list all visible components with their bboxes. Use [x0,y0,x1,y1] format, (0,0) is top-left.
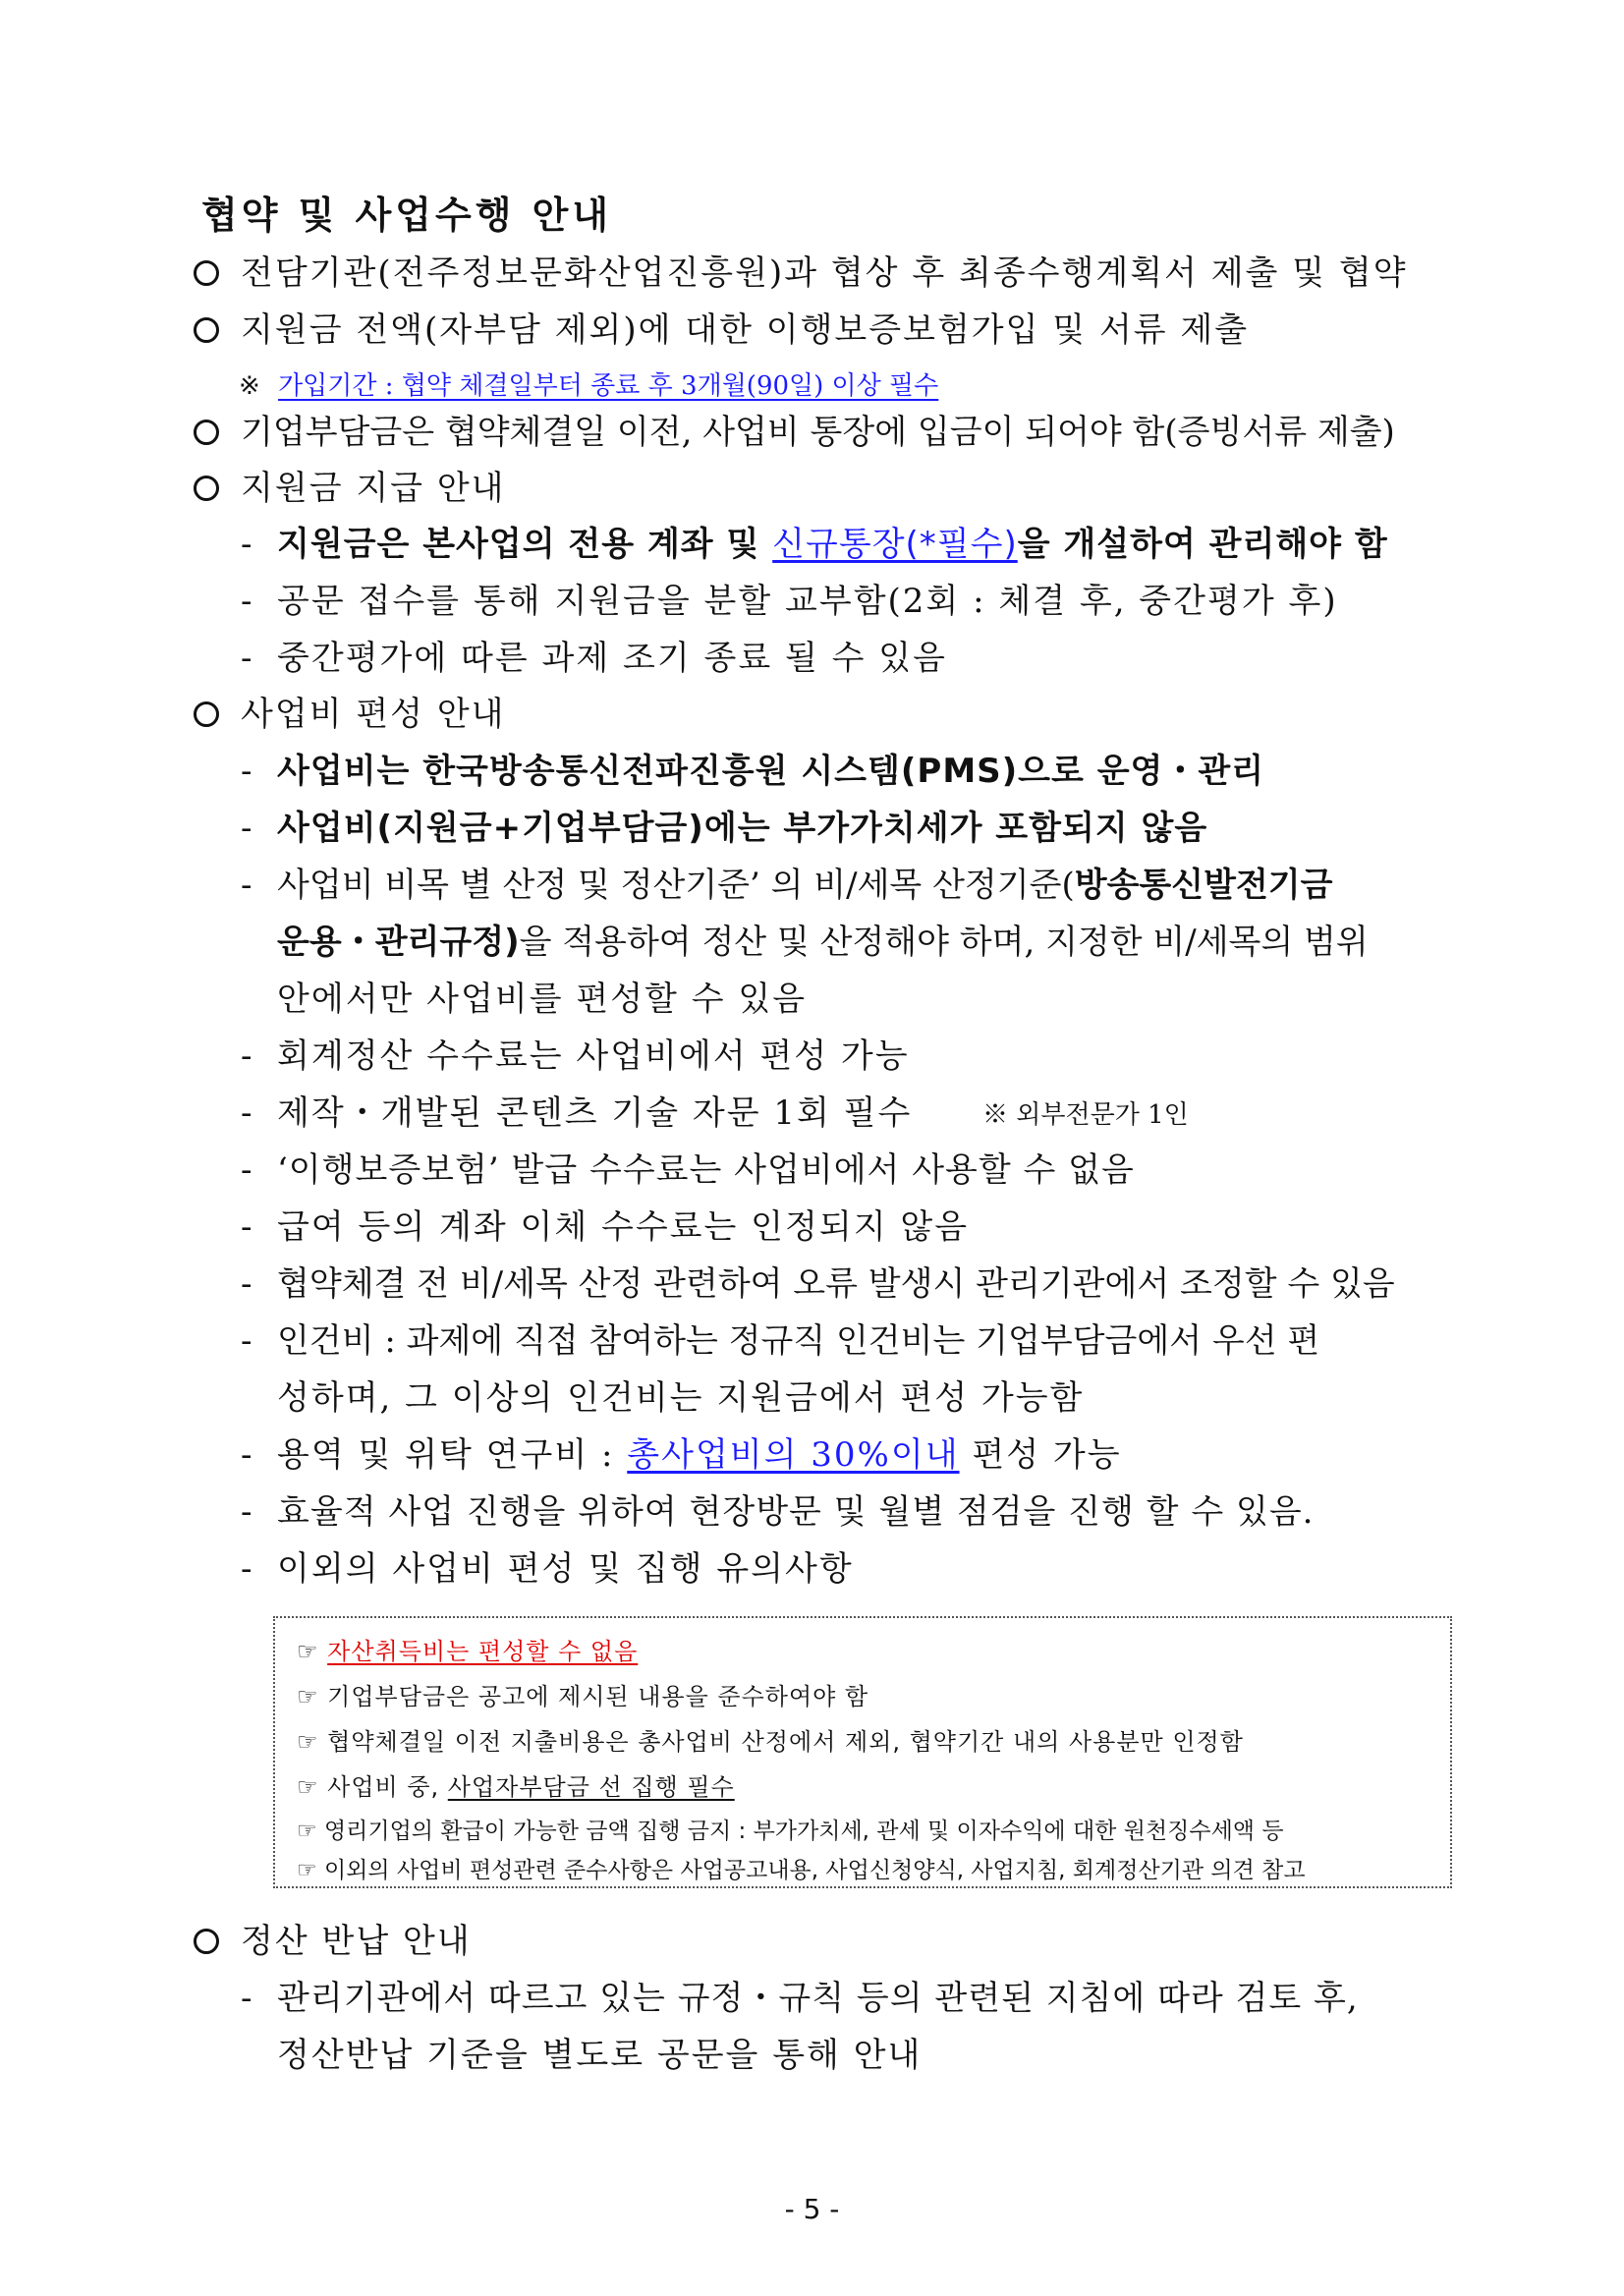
pointing-hand-icon: ☞ [297,1638,319,1665]
notice-box [273,1616,1452,1888]
notice-item: ☞ 영리기업의 환급이 가능한 금액 집행 금지 : 부가가치세, 관세 및 이자수익에 대한 원천징수세액 등 [297,1819,1284,1844]
circle-bullet-icon [194,260,219,286]
pointing-hand-icon: ☞ [297,1683,319,1710]
new-account-link: 신규통장(*필수) [772,525,1018,564]
notice-item: ☞ 협약체결일 이전 지출비용은 총사업비 산정에서 제외, 협약기간 내의 사용분만 인정함 [297,1728,1244,1756]
notice-item: ☞ 기업부담금은 공고에 제시된 내용을 준수하여야 함 [297,1683,869,1710]
pointing-hand-icon: ☞ [297,1728,319,1756]
circle-bullet-icon [194,476,219,501]
advisor-note: ※ 외부전문가 1인 [982,1100,1189,1130]
pointing-hand-icon: ☞ [297,1819,317,1844]
circle-bullet-icon [194,420,219,445]
budget-limit-link: 총사업비의 30%이내 [627,1435,960,1475]
notice-item: ☞ 자산취득비는 편성할 수 없음 [297,1638,639,1665]
note-line: ※ 가입기간 : 협약 체결일부터 종료 후 3개월(90일) 이상 필수 [239,371,939,401]
circle-bullet-icon [194,701,219,727]
circle-bullet-icon [194,1929,219,1954]
notice-item: ☞ 이외의 사업비 편성관련 준수사항은 사업공고내용, 사업신청양식, 사업지침, 회계정산기관 의견 참고 [297,1858,1306,1883]
pointing-hand-icon: ☞ [297,1773,319,1801]
notice-item: ☞ 사업비 중, 사업자부담금 선 집행 필수 [297,1773,735,1801]
note-link: 가입기간 : 협약 체결일부터 종료 후 3개월(90일) 이상 필수 [278,371,939,401]
document-page: 협약 및 사업수행 안내 전담기관(전주정보문화산업진흥원)과 협상 후 최종수행계획서 제출 및 협약 지원금 전액(자부담 제외)에 대한 이행보증보험가입 및 서류 제출 ※ 가입기간 : 협약 체결일부터 종료 후 3개월(90일) 이상 필수 기업부담금은 협약체결일 이전, 사업비 통장에 입금이 되어야 함(증빙서류 제출) 지원금 지급 안내 - 지원금은 본사업의 전용 계좌 및 신규통장(*필수)을 개설하여 관리해야 함 - 공문 접수를 통해 지원금을 분할 교부함(2회 : 체결 후, 중간평가 후) - 중간평가에 따른 과제 조기 종료 될 수 있음 사업비 편성 안내 - 사업비는 한국방송통신전파진흥원 시스템(PMS)으로 운영・관리 - 사업비(지원금+기업부담금)에는 부가가치세가 포함되지 않음 - 사업비 비목 별 산정 및 정산기준’ 의 비/세목 산정기준(방송통신발전기금 운용・관리규정)을 적용하여 정산 및 산정해야 하며, 지정한 비/세목의 범위 안에서만 사업비를 편성할 수 있음 - 회계정산 수수료는 사업비에서 편성 가능 - 제작・개발된 콘텐츠 기술 자문 1회 필수 ※ 외부전문가 1인 - ‘이행보증보험’ 발급 수수료는 사업비에서 사용할 수 없음 - 급여 등의 계좌 이체 수수료는 인정되지 않음 - 협약체결 전 비/세목 산정 관련하여 오류 발생시 관리기관에서 조정할 수 있음 - 인건비 : 과제에 직접 참여하는 정규직 인건비는 기업부담금에서 우선 편 성하며, 그 이상의 인건비는 지원금에서 편성 가능함 - 용역 및 위탁 연구비 : 총사업비의 30%이내 편성 가능 - 효율적 사업 진행을 위하여 현장방문 및 월별 점검을 진행 할 수 있음. - 이외의 사업비 편성 및 집행 유의사항 ☞ 자산취득비는 편성할 수 없음 ☞ 기업부담금은 공고에 제시된 내용을 준수하여야 함 ☞ 협약체결일 이전 지출비용은 총사업비 산정에서 제외, 협약기간 내의 사용분만 인정함 ☞ 사업비 중, 사업자부담금 선 집행 필수 ☞ 영리기업의 환급이 가능한 금액 집행 금지 : 부가가치세, 관세 및 이자수익에 대한 원천징수세액 등 ☞ 이외의 사업비 편성관련 준수사항은 사업공고내용, 사업신청양식, 사업지침, 회계정산기관 의견 참고 정산 반납 안내 - 관리기관에서 따르고 있는 규정・규칙 등의 관련된 지침에 따라 검토 후, 정산반납 기준을 별도로 공문을 통해 안내 - 5 - [0,0,1624,2296]
section-title: 협약 및 사업수행 안내 [201,194,613,237]
page-number: - 5 - [784,2193,840,2225]
circle-bullet-icon [194,317,219,343]
pointing-hand-icon: ☞ [297,1858,317,1883]
